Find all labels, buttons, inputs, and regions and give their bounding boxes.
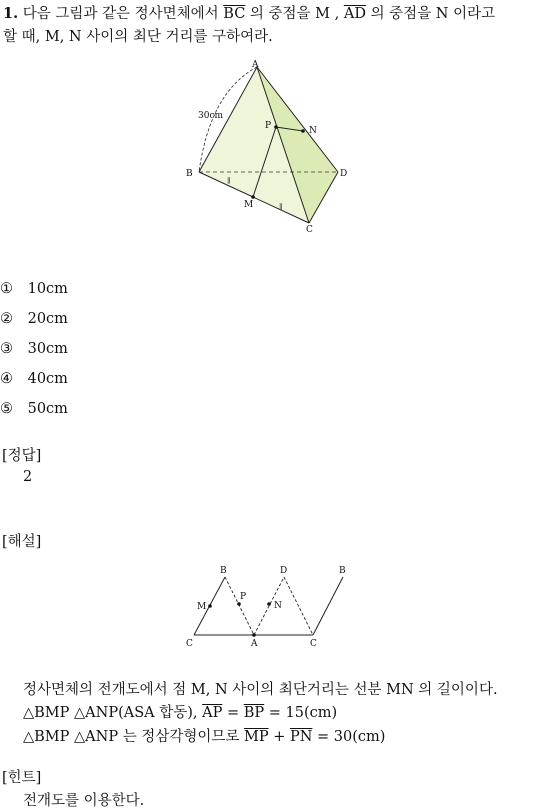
question-line-1 xyxy=(3,2,495,23)
choice-marker: ⑤ xyxy=(0,401,13,417)
svg-text:∥: ∥ xyxy=(279,203,283,211)
explanation-line-2 xyxy=(23,701,337,722)
explanation-line-3 xyxy=(23,725,385,746)
choice-5[interactable] xyxy=(0,401,68,417)
choice-marker: ① xyxy=(0,281,13,297)
net-label-b1: B xyxy=(220,566,227,576)
label-p: P xyxy=(265,121,272,131)
net-edge-d-c xyxy=(284,577,313,635)
point-n xyxy=(301,129,305,133)
choice-marker: ④ xyxy=(0,371,13,387)
net-point-a xyxy=(252,633,256,637)
point-m xyxy=(251,195,255,199)
segment-ap: $\overline{AP}$ xyxy=(202,705,223,721)
plus-sign: + xyxy=(273,729,286,745)
segment-mp-text: $\overline{MP}$ xyxy=(243,729,269,745)
label-a: A xyxy=(252,60,259,70)
explanation-congruence: △BMP △ANP(ASA 합동), xyxy=(23,705,198,721)
label-b: B xyxy=(186,169,193,179)
segment-bc: $\overline{BC}$ xyxy=(223,6,246,22)
net-label-a: A xyxy=(251,639,258,649)
net-edge-c-b2 xyxy=(313,577,343,635)
label-length: 30cm xyxy=(198,111,224,121)
net-label-d: D xyxy=(280,566,288,576)
net-point-n xyxy=(267,602,271,606)
answer-heading: [정답] xyxy=(2,448,42,464)
hint-heading: [힌트] xyxy=(2,770,42,786)
choice-text: 50cm xyxy=(27,401,68,417)
choice-2[interactable] xyxy=(0,311,68,327)
label-d: D xyxy=(340,169,348,179)
equals-sign: = xyxy=(226,705,240,721)
net-label-n: N xyxy=(274,601,282,611)
svg-text:∥: ∥ xyxy=(227,177,231,185)
net-point-m xyxy=(208,604,212,608)
choice-text: 20cm xyxy=(27,311,68,327)
question-text-a: 다음 그림과 같은 정사면체에서 xyxy=(22,6,219,22)
label-m: M xyxy=(244,200,254,210)
explanation-line-1: 정사면체의 전개도에서 점 M, N 사이의 최단거리는 선분 MN 의 길이이다. xyxy=(23,682,498,698)
question-text-c: 의 중점을 N 이라고 xyxy=(370,6,496,22)
answer-value: 2 xyxy=(23,469,33,485)
label-n: N xyxy=(309,126,317,136)
net-edge-b-a xyxy=(225,577,254,635)
explanation-equilateral: △BMP △ANP 는 정삼각형이므로 xyxy=(23,729,240,745)
tetrahedron-figure xyxy=(180,55,350,235)
net-label-c1: C xyxy=(186,639,193,649)
segment-pn-text: $\overline{PN}$ xyxy=(289,729,313,745)
segment-bp: $\overline{BP}$ xyxy=(243,705,265,721)
explanation-result: = 30(cm) xyxy=(317,729,386,745)
choice-1[interactable] xyxy=(0,281,68,297)
net-label-c2: C xyxy=(310,639,317,649)
choice-4[interactable] xyxy=(0,371,68,387)
label-c: C xyxy=(306,225,313,235)
net-label-b2: B xyxy=(339,566,346,576)
choice-text: 30cm xyxy=(27,341,68,357)
net-point-p xyxy=(237,602,241,606)
choice-text: 10cm xyxy=(27,281,68,297)
segment-ad: $\overline{AD}$ xyxy=(343,6,366,22)
question-number: 1. xyxy=(3,5,19,22)
point-p xyxy=(274,125,278,129)
explanation-heading: [해설] xyxy=(2,534,42,550)
net-figure xyxy=(183,560,353,650)
choice-marker: ② xyxy=(0,311,13,327)
question-line-2: 할 때, M, N 사이의 최단 거리를 구하여라. xyxy=(3,29,273,45)
question-text-b: 의 중점을 M , xyxy=(249,6,340,22)
choice-3[interactable] xyxy=(0,341,68,357)
net-label-p: P xyxy=(240,592,247,602)
choice-text: 40cm xyxy=(27,371,68,387)
choice-marker: ③ xyxy=(0,341,13,357)
net-label-m: M xyxy=(197,602,207,612)
explanation-length: = 15(cm) xyxy=(268,705,338,721)
hint-text: 전개도를 이용한다. xyxy=(23,793,145,809)
